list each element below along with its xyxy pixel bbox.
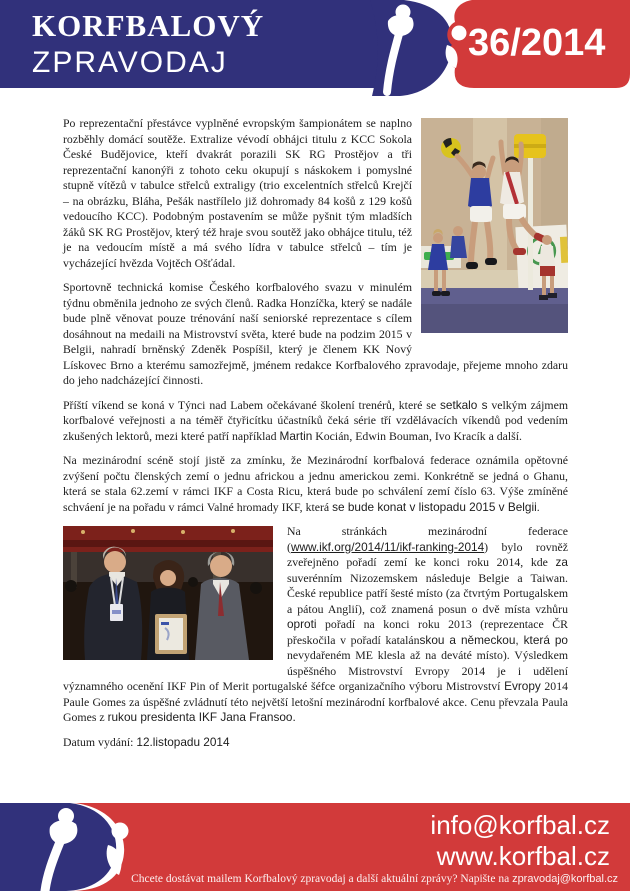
korfball-match-photo (421, 118, 568, 333)
korf-pole (528, 138, 533, 290)
contact-website[interactable]: www.korfbal.cz (436, 841, 610, 871)
player-head-glyph (452, 26, 467, 41)
subscription-note: Chcete dostávat mailem Korfbalový zpravodaj a další aktuální zprávy? Napište na zpravodaj@korfbal.cz (131, 873, 618, 885)
contact-email[interactable]: info@korfbal.cz (430, 810, 610, 840)
paragraph-4: Na mezinárodní scéně stojí jistě za zmínku, že Mezinárodní korfbalová federace oznámila opětovné zvýšení počtu členských zemí o jednu africkou a jednu americkou zemi. Konkrétně se jedná o Ghanu, která se stala 62.zemí v rámci IKF a Costa Ricu, která bude po schválení zemí číslo 63. Výše zmíněné schváení je na pořadu v rámci Valné hromady IKF, která se bude konat v listopadu 2015 v Belgii. (63, 453, 568, 514)
issue-number: 36/2014 (468, 22, 606, 64)
article-content (63, 116, 568, 759)
woman-center (147, 560, 189, 660)
paragraph-3: Příští víkend se koná v Týnci nad Labem očekávané školení trenérů, které se setkalo s velkým zájmem korfbalové veřejnosti a na téměř čtyřicítku účastníků čeká série tří vzdělávacích víkendů pod vedením zkušených lektorů, mezi které patří například Martin Kocián, Edwin Bouman, Ivo Kracík a další. (63, 397, 568, 443)
korfball-logo-icon (370, 0, 452, 96)
masthead (0, 0, 630, 100)
paragraph-2: Sportovně technická komise Českého korfbalového svazu v minulém týdnu obměnila jednoho ze svých členů. Radka Honzíčka, který se nadále bude plně věnovat pouze trénování naší seniorské reprezentace s cílem dosáhnout na medaili na Mistrovství světa, které bude na podzim 2015 v Belgii, nahradí brněnský Zdeněk Pospíšil, který je členem KK Nový Lískovec Brno a kterému samozřejmě, jménem redakce Korfbalového zpravodaje, přejeme mnoho zdaru do jeho nadcházející činnosti. (63, 280, 568, 387)
award-ceremony-photo (63, 526, 273, 660)
newsletter-title-line1: KORFBALOVÝ (32, 8, 265, 43)
contact-block (430, 810, 610, 872)
newsletter-title-line2: ZPRAVODAJ (32, 46, 228, 79)
footer (0, 803, 630, 891)
paragraph-5: Na stránkách mezinárodní federace (www.ikf.org/2014/11/ikf-ranking-2014) bylo rovněž zveřejněno pořadí zemí ke konci roku 2014, kde za suverénním Nizozemskem následuje Belgie a Taiwan. České republice patří šesté místo (za čtvrtým Portugalskem a pátou Anglií), což znamená posun o dvě místa vzhůru oproti pořadí na konci roku 2013 (reprezentace ČR přeskočila v pořadí katalánskou a německou, která po nevydařeném ME klesla až na deváté místo). Výsledkem úspěšného Mistrovství Evropy 2014 je i udělení významného ocenění IKF Pin of Merit portugalské šéfce organizačního výboru Mistrovství Evropy 2014 Paule Gomes za úspěšné zvládnutí této největší letošní mezinárodní korfbalové akce. Cenu převzala Paula Gomes z rukou presidenta IKF Jana Fransoo. (63, 524, 568, 724)
player-head-glyph (112, 823, 129, 840)
publication-date: Datum vydání: 12.listopadu 2014 (63, 734, 230, 749)
paragraph-1: Po reprezentační přestávce vyplněné evropským šampionátem se naplno rozběhly domácí soutěže. Extralize vévodí obhájci titulu z KCC Sokola České Budějovice, kteří dvakrát porazili SK RG Prostějov a tři reprezentační kanonýři z tohoto ceku okupují s náskokem i pomyslné stupně vítězů v tabulce střelců extraligy (trio excelentních střelců Krejčí – na obrázku, Bláha, Pešák nastřílelo již dohromady 84 košů z 129 košů vedoucího KCC). Podobným postavením se může pyšnit tým mladších žáků SK RG Prostějov, který též hraje svou soutěž jako obhájce titulu, též je na vedoucím místě a má svého lídra v tabulce střelců – tím je vycházející hvězda Vojtěch Ošťádal. (63, 116, 412, 270)
ikf-ranking-link[interactable]: www.ikf.org/2014/11/ikf-ranking-2014 (290, 539, 485, 554)
korfball-logo-icon (0, 803, 140, 891)
